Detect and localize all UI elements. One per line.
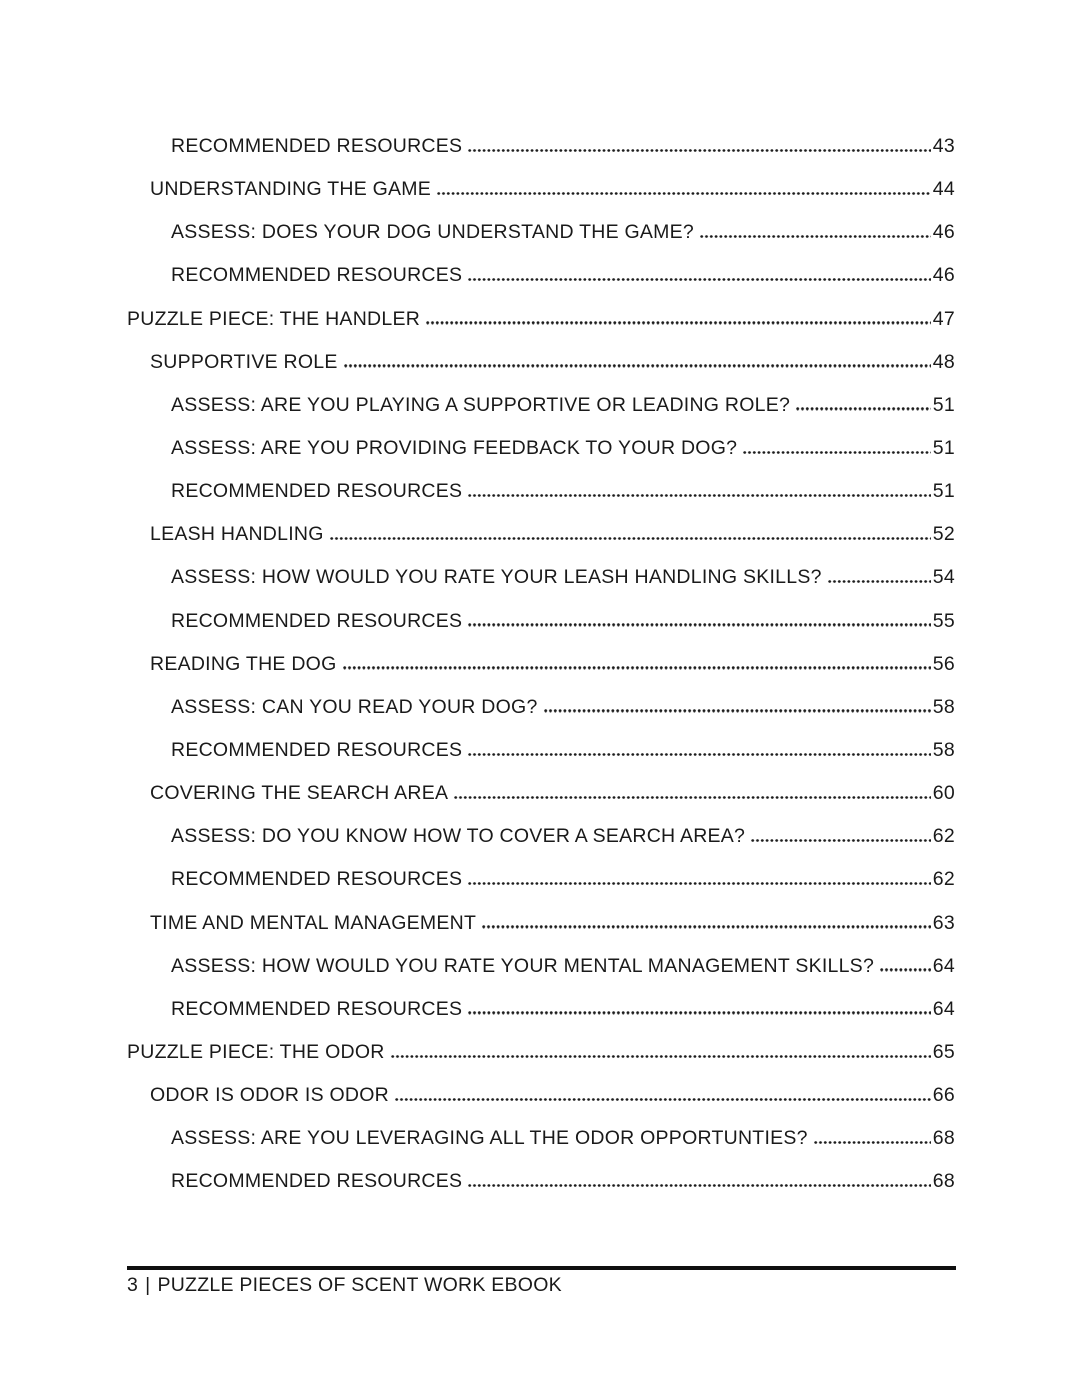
dot-leader — [343, 666, 931, 669]
toc-entry[interactable] — [127, 125, 955, 168]
toc-entry[interactable] — [127, 988, 955, 1031]
dot-leader — [330, 537, 931, 540]
toc-entry-page: 68 — [932, 1127, 955, 1150]
toc-entry[interactable] — [127, 427, 955, 470]
toc-entry[interactable] — [127, 1074, 955, 1117]
footer-rule — [127, 1266, 956, 1270]
page-footer — [127, 1274, 562, 1297]
dot-leader — [751, 839, 931, 842]
toc-entry[interactable] — [127, 1117, 955, 1160]
toc-entry-page: 68 — [932, 1170, 955, 1193]
toc-entry-label: READING THE DOG — [150, 652, 337, 675]
toc-entry[interactable] — [127, 945, 955, 988]
table-of-contents — [127, 125, 955, 1204]
dot-leader — [391, 1055, 931, 1058]
dot-leader — [468, 278, 931, 281]
toc-entry[interactable] — [127, 643, 955, 686]
footer-divider: | — [145, 1274, 151, 1296]
toc-entry[interactable] — [127, 729, 955, 772]
dot-leader — [814, 1141, 931, 1144]
toc-entry-page: 46 — [932, 264, 955, 287]
toc-entry[interactable] — [127, 298, 955, 341]
toc-entry-label: RECOMMENDED RESOURCES — [171, 135, 463, 157]
toc-entry-label: ASSESS: DO YOU KNOW HOW TO COVER A SEARCH AREA? — [171, 825, 746, 848]
toc-entry[interactable] — [127, 1160, 955, 1203]
dot-leader — [468, 149, 931, 152]
dot-leader — [700, 235, 931, 238]
footer-page-number: 3 — [127, 1274, 139, 1296]
dot-leader — [544, 709, 931, 712]
toc-entry-label: ASSESS: HOW WOULD YOU RATE YOUR LEASH HANDLING SKILLS? — [171, 566, 822, 589]
toc-entry[interactable] — [127, 1031, 955, 1074]
dot-leader — [468, 494, 931, 497]
toc-entry-page: 43 — [932, 135, 955, 157]
toc-entry-page: 65 — [932, 1040, 955, 1063]
toc-entry-page: 52 — [932, 523, 955, 546]
toc-entry-page: 66 — [932, 1084, 955, 1107]
dot-leader — [344, 364, 931, 367]
toc-entry[interactable] — [127, 470, 955, 513]
toc-entry-label: RECOMMENDED RESOURCES — [171, 868, 463, 891]
toc-entry-page: 56 — [932, 652, 955, 675]
toc-entry-page: 58 — [932, 695, 955, 718]
toc-entry-label: PUZZLE PIECE: THE HANDLER — [127, 307, 421, 330]
toc-entry-page: 55 — [932, 609, 955, 632]
toc-entry-page: 51 — [932, 480, 955, 503]
toc-entry-label: LEASH HANDLING — [150, 523, 324, 546]
toc-entry[interactable] — [127, 772, 955, 815]
toc-entry[interactable] — [127, 168, 955, 211]
dot-leader — [468, 753, 931, 756]
toc-entry-label: RECOMMENDED RESOURCES — [171, 738, 463, 761]
toc-entry-page: 64 — [932, 997, 955, 1020]
toc-entry[interactable] — [127, 600, 955, 643]
toc-entry[interactable] — [127, 858, 955, 901]
toc-entry-page: 60 — [932, 782, 955, 805]
toc-entry[interactable] — [127, 686, 955, 729]
dot-leader — [880, 968, 931, 971]
toc-entry-page: 62 — [932, 825, 955, 848]
toc-entry-label: RECOMMENDED RESOURCES — [171, 609, 463, 632]
toc-entry-label: RECOMMENDED RESOURCES — [171, 997, 463, 1020]
footer-book-title: PUZZLE PIECES OF SCENT WORK EBOOK — [157, 1274, 562, 1296]
dot-leader — [468, 1184, 931, 1187]
toc-entry-page: 48 — [932, 350, 955, 373]
toc-entry-label: RECOMMENDED RESOURCES — [171, 1170, 463, 1193]
toc-entry[interactable] — [127, 211, 955, 254]
dot-leader — [743, 451, 931, 454]
toc-entry-label: UNDERSTANDING THE GAME — [150, 178, 432, 201]
toc-entry-page: 54 — [932, 566, 955, 589]
toc-entry-label: SUPPORTIVE ROLE — [150, 350, 338, 373]
toc-entry-label: COVERING THE SEARCH AREA — [150, 782, 449, 805]
toc-entry[interactable] — [127, 556, 955, 599]
toc-entry[interactable] — [127, 384, 955, 427]
dot-leader — [454, 796, 931, 799]
toc-entry[interactable] — [127, 254, 955, 297]
toc-entry-page: 58 — [932, 738, 955, 761]
dot-leader — [395, 1098, 931, 1101]
toc-entry-label: RECOMMENDED RESOURCES — [171, 264, 463, 287]
toc-entry-label: ASSESS: ARE YOU PLAYING A SUPPORTIVE OR LEADING ROLE? — [171, 393, 791, 416]
dot-leader — [468, 882, 931, 885]
toc-entry-label: ASSESS: HOW WOULD YOU RATE YOUR MENTAL MANAGEMENT SKILLS? — [171, 954, 875, 977]
toc-entry-label: ASSESS: ARE YOU LEVERAGING ALL THE ODOR OPPORTUNTIES? — [171, 1127, 808, 1150]
dot-leader — [468, 1011, 931, 1014]
toc-entry-label: PUZZLE PIECE: THE ODOR — [127, 1040, 385, 1063]
toc-entry[interactable] — [127, 513, 955, 556]
toc-entry-page: 47 — [932, 307, 955, 330]
toc-entry-page: 44 — [932, 178, 955, 201]
toc-entry-label: ASSESS: CAN YOU READ YOUR DOG? — [171, 695, 538, 718]
toc-entry-page: 51 — [932, 393, 955, 416]
toc-entry-label: ASSESS: ARE YOU PROVIDING FEEDBACK TO YOUR DOG? — [171, 436, 738, 459]
toc-entry[interactable] — [127, 902, 955, 945]
toc-entry-label: RECOMMENDED RESOURCES — [171, 480, 463, 503]
toc-entry-page: 51 — [932, 436, 955, 459]
toc-entry-page: 64 — [932, 954, 955, 977]
toc-entry-page: 63 — [932, 911, 955, 934]
dot-leader — [426, 321, 931, 324]
dot-leader — [468, 623, 931, 626]
toc-entry[interactable] — [127, 341, 955, 384]
dot-leader — [828, 580, 931, 583]
toc-entry-page: 46 — [932, 221, 955, 244]
dot-leader — [437, 192, 931, 195]
toc-entry-label: ODOR IS ODOR IS ODOR — [150, 1084, 390, 1107]
toc-entry[interactable] — [127, 815, 955, 858]
toc-entry-label: ASSESS: DOES YOUR DOG UNDERSTAND THE GAME? — [171, 221, 695, 244]
toc-entry-page: 62 — [932, 868, 955, 891]
toc-entry-label: TIME AND MENTAL MANAGEMENT — [150, 911, 477, 934]
dot-leader — [482, 925, 931, 928]
dot-leader — [796, 407, 931, 410]
